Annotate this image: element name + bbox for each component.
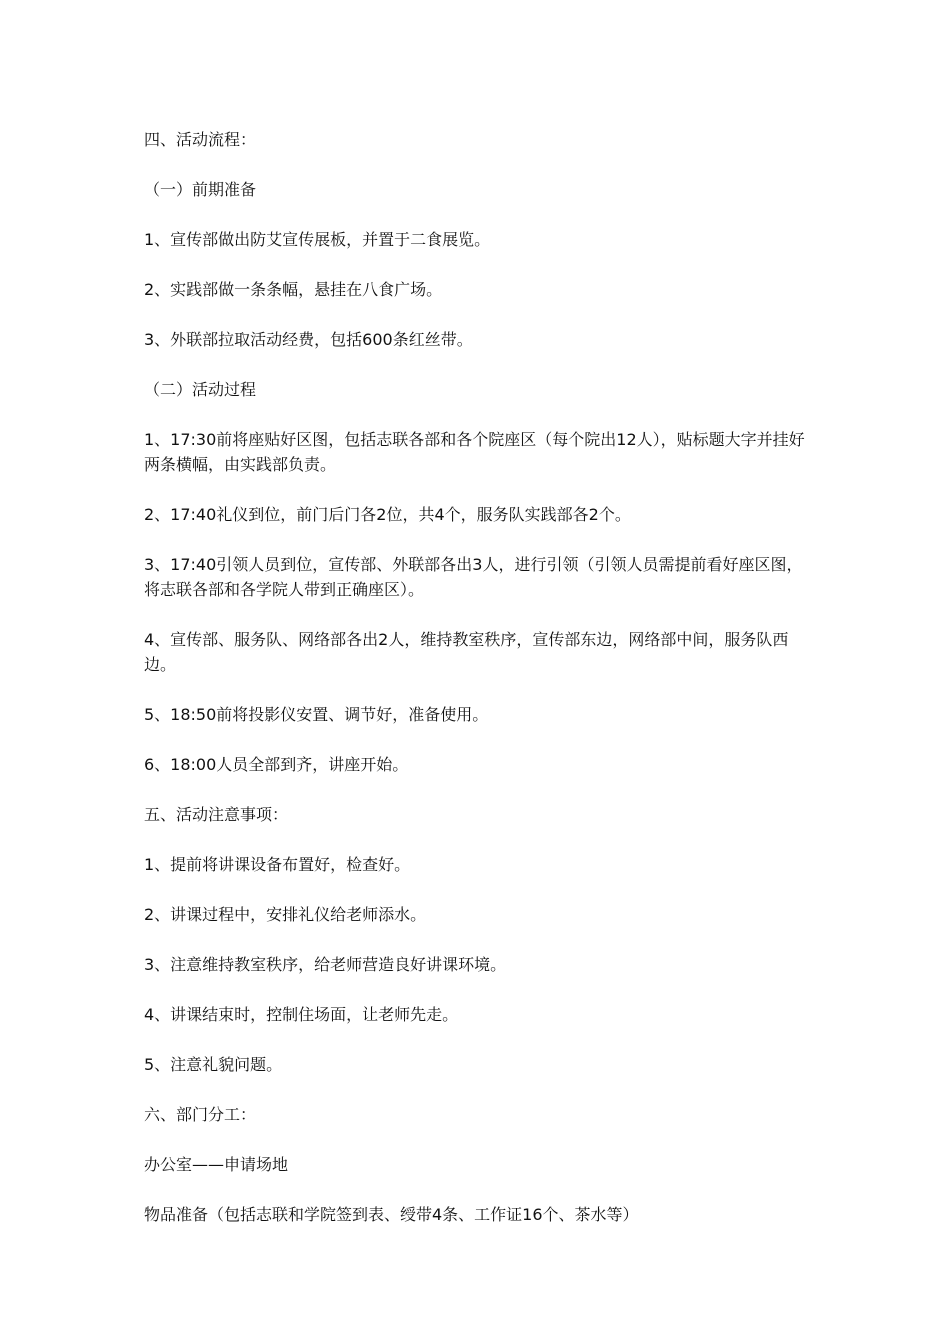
subsection-heading-process: （二）活动过程 (144, 380, 257, 399)
section-heading-activity-flow: 四、活动流程： (144, 130, 257, 149)
list-item: 3、注意维持教室秩序，给老师营造良好讲课环境。 (144, 955, 507, 974)
list-item: 2、讲课过程中，安排礼仪给老师添水。 (144, 905, 427, 924)
subsection-heading-preparation: （一）前期准备 (144, 180, 257, 199)
section-heading-division: 六、部门分工： (144, 1105, 257, 1124)
list-item: 4、宣传部、服务队、网络部各出2人，维持教室秩序，宣传部东边，网络部中间，服务队西边。 (144, 630, 789, 674)
section-heading-notes: 五、活动注意事项： (144, 805, 289, 824)
list-item: 1、17:30前将座贴好区图，包括志联各部和各个院座区（每个院出12人），贴标题大字并挂好两条横幅，由实践部负责。 (144, 430, 805, 474)
division-item: 办公室——申请场地 (144, 1155, 289, 1174)
list-item: 6、18:00人员全部到齐，讲座开始。 (144, 755, 409, 774)
list-item: 1、提前将讲课设备布置好，检查好。 (144, 855, 411, 874)
division-item: 物品准备（包括志联和学院签到表、绶带4条、工作证16个、茶水等） (144, 1205, 639, 1224)
list-item: 1、宣传部做出防艾宣传展板，并置于二食展览。 (144, 230, 491, 249)
list-item: 3、17:40引领人员到位，宣传部、外联部各出3人，进行引领（引领人员需提前看好座区图，将志联各部和各学院人带到正确座区）。 (144, 555, 803, 599)
document-body (144, 127, 814, 1252)
list-item: 5、18:50前将投影仪安置、调节好，准备使用。 (144, 705, 489, 724)
list-item: 2、17:40礼仪到位，前门后门各2位，共4个，服务队实践部各2个。 (144, 505, 631, 524)
list-item: 5、注意礼貌问题。 (144, 1055, 283, 1074)
list-item: 3、外联部拉取活动经费，包括600条红丝带。 (144, 330, 473, 349)
list-item: 4、讲课结束时，控制住场面，让老师先走。 (144, 1005, 459, 1024)
list-item: 2、实践部做一条条幅，悬挂在八食广场。 (144, 280, 443, 299)
